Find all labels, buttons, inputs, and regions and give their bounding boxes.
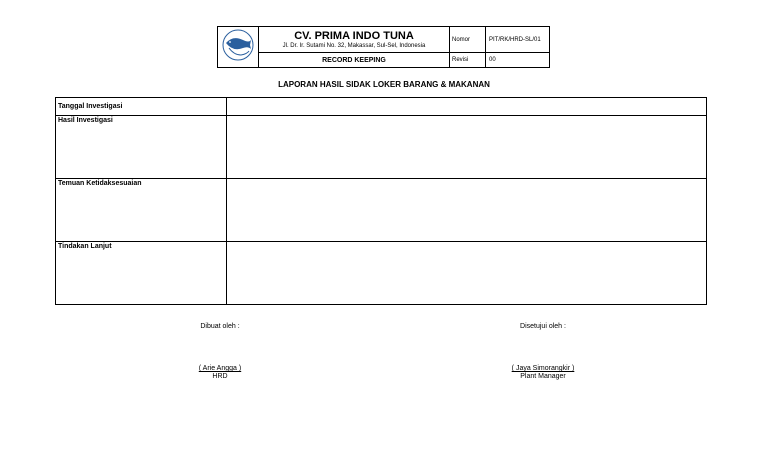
field-label-temuan: Temuan Ketidaksesuaian <box>56 179 227 242</box>
document-header <box>217 26 550 68</box>
form-row-tindakan <box>56 242 707 305</box>
form-row-hasil <box>56 116 707 179</box>
field-label-hasil: Hasil Investigasi <box>56 116 227 179</box>
nomor-label: Nomor <box>450 27 486 53</box>
signature-right-title: Disetujui oleh : <box>520 323 566 330</box>
company-name: CV. PRIMA INDO TUNA <box>294 30 414 42</box>
company-info <box>259 27 450 53</box>
signature-left-role: HRD <box>212 373 228 380</box>
revisi-label: Revisi <box>450 53 486 68</box>
field-value-hasil[interactable] <box>227 116 707 179</box>
field-value-tanggal[interactable] <box>227 98 707 116</box>
document-title: LAPORAN HASIL SIDAK LOKER BARANG & MAKANAN <box>278 80 490 89</box>
report-form <box>55 97 707 305</box>
signature-left <box>150 323 290 381</box>
nomor-value: PIT/RK/HRD-SL/01 <box>486 27 550 53</box>
signature-left-title: Dibuat oleh : <box>200 323 240 330</box>
company-logo <box>218 27 259 68</box>
revisi-value: 00 <box>486 53 550 68</box>
tuna-fish-icon <box>221 28 255 62</box>
field-label-tanggal: Tanggal Investigasi <box>56 98 227 116</box>
form-row-temuan <box>56 179 707 242</box>
record-keeping-label: RECORD KEEPING <box>259 53 450 68</box>
form-row-tanggal <box>56 98 707 116</box>
field-value-tindakan[interactable] <box>227 242 707 305</box>
signature-right-name: ( Jaya Simorangkir ) <box>511 365 575 372</box>
company-address: Jl. Dr. Ir. Sutami No. 32, Makassar, Sul-Sel, Indonesia <box>282 43 426 49</box>
signature-left-name: ( Arie Angga ) <box>198 365 242 372</box>
signature-right-role: Plant Manager <box>520 373 566 380</box>
signature-right <box>473 323 613 381</box>
field-value-temuan[interactable] <box>227 179 707 242</box>
field-label-tindakan: Tindakan Lanjut <box>56 242 227 305</box>
